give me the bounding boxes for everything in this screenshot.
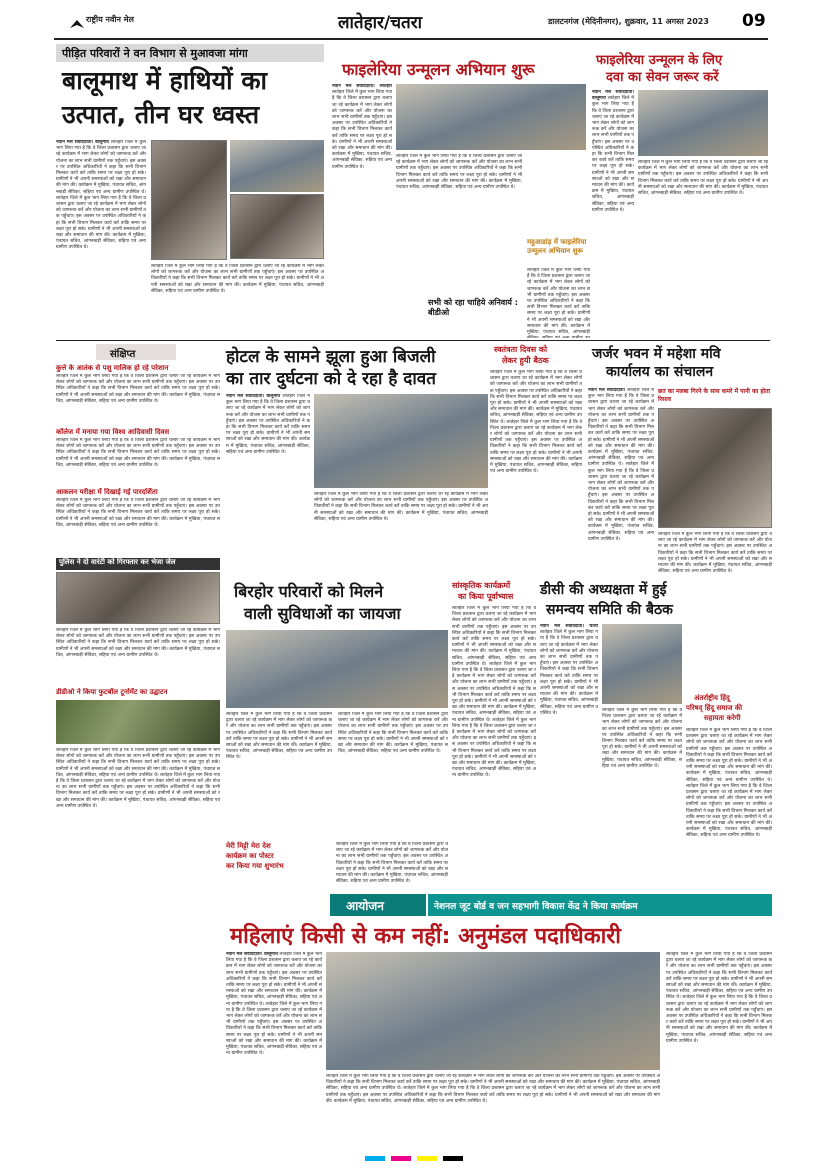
story-cultural-rehearsal bbox=[452, 580, 536, 892]
row-divider-1 bbox=[56, 340, 770, 341]
body-text: लातेहार जिले में कुल भाग लिया गया है कि वे जिला प्रशासन द्वारा चलाए जा रहे कार्यक्रम में भाग लेकर लोगों को जागरूक करें और योजना का लाभ सभी ग्रामीणों तक पहुँचाएं। इस अवसर पर उपस्थित अधिकारियों ने कहा कि सभी विभाग मिलकर कार्य करें ताकि समय पर लक्ष्य पूरा हो सके। ग्रामीणों ने भी अपनी समस्याओं को रखा और समाधान की मांग की। कार्यक्रम में मुखिया, पंचायत सचिव, आंगनबाड़ी सेविका, सहिया एवं अन्य ग्रामीण उपस्थित थे। bbox=[56, 140, 146, 195]
story-elephants bbox=[56, 44, 324, 334]
photo-meeting bbox=[602, 624, 682, 704]
subhead: सभी को रहा चाहिये अनिवार्य : बीडीओ bbox=[428, 298, 518, 317]
headline-line-1: फाइलेरिया उन्मूलन के लिए bbox=[596, 53, 723, 68]
brief-title-bar bbox=[96, 344, 176, 360]
headline-line-1: अंतर्राष्ट्रीय हिंदू bbox=[694, 694, 730, 702]
body-text-2: लातेहार जिले में कुल भाग लिया गया है कि वे जिला प्रशासन द्वारा चलाए जा रहे कार्यक्रम में भाग लेकर लोगों को जागरूक करें और योजना का लाभ सभी ग्रामीणों तक पहुँचाएं। इस अवसर पर उपस्थित अधिकारियों ने कहा कि सभी विभाग मिलकर कार्य करें ताकि समय पर लक्ष्य पूरा हो सके। ग्रामीणों ने भी अपनी समस्याओं को रखा और समाधान की मांग की। कार्यक्रम में मुखिया, पंचायत सचिव, आंगनबाड़ी सेविका, सहिया एवं अन्य ग्रामीण उपस्थित थे। bbox=[226, 1001, 322, 1057]
body-text-3: लातेहार जिले में कुल भाग लिया गया है कि वे जिला प्रशासन द्वारा चलाए जा रहे कार्यक्रम में भाग लेकर लोगों को जागरूक करें और योजना का लाभ सभी ग्रामीणों तक पहुँचाएं। इस अवसर पर उपस्थित अधिकारियों ने कहा कि सभी विभाग मिलकर कार्य करें ताकि समय पर लक्ष्य पूरा हो सके। ग्रामीणों ने भी अपनी समस्याओं को रखा और समाधान की मांग की। कार्यक्रम में मुखिया, पंचायत सचिव, आंगनबाड़ी सेविका, सहिया एवं अन्य ग्रामीण उपस्थित थे। bbox=[151, 264, 324, 294]
brief-column bbox=[56, 344, 220, 944]
story-body bbox=[490, 370, 582, 576]
headline-line-1: होटल के सामने झूला हुआ बिजली bbox=[226, 347, 436, 367]
story-filaria-medicine bbox=[592, 50, 772, 340]
dateline: नवीन मेल संवाददाता। बालूमाथ bbox=[592, 90, 634, 102]
dateline: नवीन मेल संवाददाता। चतरा bbox=[540, 624, 598, 629]
body-text: लातेहार जिले में कुल भाग लिया गया है कि वे जिला प्रशासन द्वारा चलाए जा रहे कार्यक्रम में भाग लेकर लोगों को जागरूक करें और योजना का लाभ सभी ग्रामीणों तक पहुँचाएं। इस अवसर पर उपस्थित अधिकारियों ने कहा कि सभी विभाग मिलकर कार्य करें ताकि समय पर लक्ष्य पूरा हो सके। ग्रामीणों ने भी अपनी समस्याओं को रखा और समाधान की मांग की। कार्यक्रम में मुखिया, पंचायत सचिव, आंगनबाड़ी सेविका, सहिया एवं अन्य ग्रामीण उपस्थित थे। bbox=[540, 630, 598, 716]
body-text: लातेहार जिले में कुल भाग लिया गया है कि वे जिला प्रशासन द्वारा चलाए जा रहे कार्यक्रम में भाग लेकर लोगों को जागरूक करें और योजना का लाभ सभी ग्रामीणों तक पहुँचाएं। इस अवसर पर उपस्थित अधिकारियों ने कहा कि सभी विभाग मिलकर कार्य करें ताकि समय पर लक्ष्य पूरा हो सके। ग्रामीणों ने भी अपनी समस्याओं को रखा और समाधान की मांग की। कार्यक्रम में मुखिया, पंचायत सचिव, आंगनबाड़ी सेविका, सहिया एवं अन्य ग्रामीण उपस्थित थे। bbox=[592, 96, 634, 213]
headline-line-2: उत्पात, तीन घर ध्वस्त bbox=[62, 100, 260, 129]
headline-line-2: परिषद् हिंदू समाज की bbox=[686, 704, 743, 712]
color-swatch bbox=[391, 1156, 411, 1161]
body-text: लातेहार जिले में कुल भाग लिया गया है कि वे जिला प्रशासन द्वारा चलाए जा रहे कार्यक्रम में भाग लेकर लोगों को जागरूक करें और योजना का लाभ सभी ग्रामीणों तक पहुँचाएं। इस अवसर पर उपस्थित अधिकारियों ने कहा कि सभी विभाग मिलकर कार्य करें ताकि समय पर लक्ष्य पूरा हो सके। ग्रामीणों ने भी अपनी समस्याओं को रखा और समाधान की मांग की। कार्यक्रम में मुखिया, पंचायत सचिव, आंगनबाड़ी सेविका, सहिया एवं अन्य ग्रामीण उपस्थित थे। bbox=[332, 90, 392, 170]
body-text-4: लातेहार जिले में कुल भाग लिया गया है कि वे जिला प्रशासन द्वारा चलाए जा रहे कार्यक्रम में भाग लेकर लोगों को जागरूक करें और योजना का लाभ सभी ग्रामीणों तक पहुँचाएं। इस अवसर पर उपस्थित अधिकारियों ने कहा कि सभी विभाग मिलकर कार्य करें ताकि समय पर लक्ष्य पूरा हो सके। ग्रामीणों ने भी अपनी समस्याओं को रखा और समाधान की मांग की। कार्यक्रम में मुखिया, पंचायत सचिव, आंगनबाड़ी सेविका, सहिया एवं अन्य ग्रामीण उपस्थित थे। bbox=[666, 952, 772, 1001]
headline-line-1: स्वतंत्रता दिवस को bbox=[494, 345, 548, 354]
mahuadand-body bbox=[527, 268, 590, 338]
story-independence-meeting bbox=[490, 344, 582, 576]
body-text-3: लातेहार जिले में कुल भाग लिया गया है कि वे जिला प्रशासन द्वारा चलाए जा रहे कार्यक्रम में भाग लेकर लोगों को जागरूक करें और योजना का लाभ सभी ग्रामीणों तक पहुँचाएं। इस अवसर पर उपस्थित अधिकारियों ने कहा कि सभी विभाग मिलकर कार्य करें ताकि समय पर लक्ष्य पूरा हो सके। ग्रामीणों ने भी अपनी समस्याओं को रखा और समाधान की मांग की। कार्यक्रम में मुखिया, पंचायत सचिव, आंगनबाड़ी bbox=[527, 268, 590, 336]
body-text-2: लातेहार जिले में कुल भाग लिया गया है कि वे जिला प्रशासन द्वारा चलाए जा रहे कार्यक्रम में भाग लेकर लोगों को जागरूक करें और योजना का लाभ सभी ग्रामीणों तक पहुँचाएं। इस अवसर पर उपस्थित अधिकारियों ने कहा कि सभी विभाग मिलकर कार्य करें ताकि समय पर लक्ष्य पूरा हो सके। ग्रामीणों ने भी अपनी समस्याओं को रखा और समाधान की मांग की। कार्यक्रम में मुखिया, पंचायत सचिव, आंगनबाड़ी सेविका, सहिया एवं अन्य ग्रामीण उपस्थित थे। bbox=[452, 661, 536, 723]
body-text-2: लातेहार जिले में कुल भाग लिया गया है कि वे जिला प्रशासन द्वारा चलाए जा रहे कार्यक्रम में भाग लेकर लोगों को जागरूक करें और योजना का लाभ सभी ग्रामीणों तक पहुँचाएं। इस अवसर पर उपस्थित अधिकारियों ने कहा कि सभी विभाग मिलकर कार्य करें ताकि समय पर लक्ष्य पूरा हो सके। ग्रामीणों ने भी अपनी समस्याओं को रखा और समाधान की मांग की। कार्यक्रम में मुखिया, पंचायत सचिव, आंगनबाड़ी सेविका, सहिया एवं अन्य ग्रामीण उपस्थित थे। bbox=[338, 712, 448, 755]
story-body-2 bbox=[338, 712, 448, 840]
brief-item-2-head: कॉलेज में मनाया गया विश्व आदिवासी दिवस bbox=[56, 428, 170, 436]
photo-villagers bbox=[230, 140, 324, 192]
body-text: लातेहार जिले में कुल भाग लिया गया है कि वे जिला प्रशासन द्वारा चलाए जा रहे कार्यक्रम में भाग लेकर लोगों को जागरूक करें और योजना का लाभ सभी ग्रामीणों तक पहुँचाएं। इस अवसर पर उपस्थित अधिकारियों ने कहा कि सभी विभाग मिलकर कार्य करें ताकि समय पर लक्ष्य पूरा हो सके। ग्रामीणों ने भी अपनी समस्याओं को रखा और समाधान की मांग की। कार्यक्रम में मुखिया, पंचायत सचिव, आंगनबाड़ी सेविका, सहिया एवं अन्य ग्रामीण उपस्थित थे। bbox=[56, 498, 220, 528]
photo-damaged-wall bbox=[230, 194, 324, 259]
headline-line-1: जर्जर भवन में महेशा मवि bbox=[592, 346, 721, 362]
story-body bbox=[452, 606, 536, 892]
dateline: नवीन मेल संवाददाता। लातेहार bbox=[332, 84, 392, 89]
story-body bbox=[332, 84, 392, 332]
headline-line-1: डीसी की अध्यक्षता में हुई bbox=[540, 582, 667, 598]
brief-item-4-head: पुलिस ने दो वारंटी को गिरफ्तार कर भेजा जेल bbox=[56, 558, 220, 570]
body-text-2: लातेहार जिले में कुल भाग लिया गया है कि वे जिला प्रशासन द्वारा चलाए जा रहे कार्यक्रम में भाग लेकर लोगों को जागरूक करें और योजना का लाभ सभी ग्रामीणों तक पहुँचाएं। इस अवसर पर उपस्थित अधिकारियों ने कहा कि सभी विभाग मिलकर कार्य करें ताकि समय पर लक्ष्य पूरा हो सके। ग्रामीणों ने भी अपनी समस्याओं को रखा और समाधान की मांग की। कार्यक्रम में मुखिया, पंचायत सचिव, आंगनबाड़ी सेविका, सहिया एवं अन्य ग्रामीण उपस्थित थे। bbox=[396, 154, 522, 191]
brief-item-3-head: आकलन परीक्षा में दिखाई गई पारदर्शिता bbox=[56, 488, 158, 496]
story-body bbox=[592, 90, 634, 340]
body-text-2: लातेहार जिले में कुल भाग लिया गया है कि वे जिला प्रशासन द्वारा चलाए जा रहे कार्यक्रम में भाग लेकर लोगों को जागरूक करें और योजना का लाभ सभी ग्रामीणों तक पहुँचाएं। इस अवसर पर उपस्थित अधिकारियों ने कहा कि सभी विभाग मिलकर कार्य करें ताकि समय पर लक्ष्य पूरा हो सके। ग्रामीणों ने भी अपनी समस्याओं को रखा और समाधान की मांग की। कार्यक्रम में मुखिया, पंचायत सचिव, आंगनबाड़ी सेविका, सहिया एवं अन्य ग्रामीण उपस्थित थे। bbox=[56, 195, 146, 251]
body-text-3: लातेहार जिले में कुल भाग लिया गया है कि वे जिला प्रशासन द्वारा चलाए जा रहे कार्यक्रम में भाग लेकर लोगों को जागरूक करें और योजना का लाभ सभी ग्रामीणों तक पहुँचाएं। इस अवसर पर उपस्थित अधिकारियों ने कहा कि सभी विभाग मिलकर कार्य करें ताकि समय पर लक्ष्य पूरा हो सके। ग्रामीणों ने भी अपनी समस्याओं को रखा और समाधान की मांग की। कार्यक्रम में मुखिया, पंचायत सचिव, आंगनबाड़ी सेविका, सहिया एवं अन्य ग्रामीण उपस्थित थे। bbox=[452, 717, 536, 779]
body-text: लातेहार जिले में कुल भाग लिया गया है कि वे जिला प्रशासन द्वारा चलाए जा रहे कार्यक्रम में भाग लेकर लोगों को जागरूक करें और योजना का लाभ सभी ग्रामीणों तक पहुँचाएं। इस अवसर पर उपस्थित अधिकारियों ने कहा कि सभी विभाग मिलकर कार्य करें ताकि समय पर लक्ष्य पूरा हो सके। ग्रामीणों ने भी अपनी समस्याओं को रखा और समाधान की मांग की। कार्यक्रम में मुखिया, पंचायत सचिव, आंगनबाड़ी सेविका, सहिया एवं अन्य ग्रामीण उपस्थित थे। bbox=[56, 374, 220, 404]
headline: महिलाएं किसी से कम नहीं: अनुमंडल पदाधिकारी bbox=[230, 924, 622, 949]
story-body bbox=[56, 140, 146, 334]
masthead-rule bbox=[54, 38, 768, 40]
body-text-3: लातेहार जिले में कुल भाग लिया गया है कि वे जिला प्रशासन द्वारा चलाए जा रहे कार्यक्रम में भाग लेकर लोगों को जागरूक करें और योजना का लाभ सभी ग्रामीणों तक पहुँचाएं। इस अवसर पर उपस्थित अधिकारियों ने कहा कि सभी विभाग मिलकर कार्य करें ताकि समय पर लक्ष्य पूरा हो सके। ग्रामीणों ने भी अपनी समस्याओं को रखा और समाधान की मांग की। कार्यक्रम में मुखिया, पंचायत सचिव, आंगनबाड़ी सेविका, सहिया एवं अन्य ग्रामीण उपस्थित थे। bbox=[658, 532, 772, 575]
photo-caption: छत का मलबा गिरने के साथ कमरे में पानी का होता रिसाव bbox=[658, 388, 771, 403]
color-swatch bbox=[443, 1156, 463, 1161]
body-text: लातेहार जिले में कुल भाग लिया गया है कि वे जिला प्रशासन द्वारा चलाए जा रहे कार्यक्रम में भाग लेकर लोगों को जागरूक करें और योजना का लाभ सभी ग्रामीणों तक पहुँचाएं। इस अवसर पर उपस्थित अधिकारियों ने कहा कि सभी विभाग मिलकर कार्य करें ताकि समय पर लक्ष्य पूरा हो सके। ग्रामीणों ने भी अपनी समस्याओं को रखा और समाधान की मांग की। कार्यक्रम में मुखिया, पंचायत सचिव, आंगनबाड़ी सेविका, सहिया एवं अन्य ग्रामीण उपस्थित थे। bbox=[56, 628, 220, 658]
banner-text-box bbox=[428, 894, 772, 916]
brief-item-3-body bbox=[56, 498, 220, 552]
body-text-2: लातेहार जिले में कुल भाग लिया गया है कि वे जिला प्रशासन द्वारा चलाए जा रहे कार्यक्रम में भाग लेकर लोगों को जागरूक करें और योजना का लाभ सभी ग्रामीणों तक पहुँचाएं। इस अवसर पर उपस्थित अधिकारियों ने कहा कि सभी विभाग मिलकर कार्य करें ताकि समय पर लक्ष्य पूरा हो सके। ग्रामीणों ने भी अपनी समस्याओं को रखा और समाधान की मांग की। कार्यक्रम में मुखिया, पंचायत सचिव, आंगनबाड़ी सेविका, सहिया एवं अन्य ग्रामीण उपस्थित थे। bbox=[314, 492, 488, 522]
headline-line-1: मेरी मिट्टी मेरा देश bbox=[226, 842, 271, 850]
body-text: लातेहार जिले में कुल भाग लिया गया है कि वे जिला प्रशासन द्वारा चलाए जा रहे कार्यक्रम में भाग लेकर लोगों को जागरूक करें और योजना का लाभ सभी ग्रामीणों तक पहुँचाएं। इस अवसर पर उपस्थित अधिकारियों ने कहा कि सभी विभाग मिलकर कार्य करें ताकि समय पर लक्ष्य पूरा हो सके। ग्रामीणों ने भी अपनी समस्याओं को रखा और समाधान की मांग की। कार्यक्रम में मुखिया, पंचायत सचिव, आंगनबाड़ी सेविका, सहिया एवं अन्य ग्रामीण उपस्थित थे। bbox=[588, 388, 654, 468]
photo-officials bbox=[638, 90, 768, 156]
brief-item-1-body bbox=[56, 374, 220, 424]
headline-line-2: कार्यालय का संचालन bbox=[606, 364, 714, 380]
story-mahuadand bbox=[527, 238, 590, 338]
mahuadand-headline: महुआडांड़ में फाइलेरिया उन्मूलन अभियान शुरू bbox=[527, 238, 587, 255]
brief-item-1-head: कुत्ते के आतंक से पशु मालिक हो रहे परेशान bbox=[56, 364, 169, 372]
banner-label: आयोजन bbox=[346, 899, 384, 913]
headline-line-2: का तार दुर्घटना को दे रहा है दावत bbox=[226, 369, 436, 389]
topline-bar bbox=[56, 44, 324, 62]
body-text: लातेहार जिले में कुल भाग लिया गया है कि वे जिला प्रशासन द्वारा चलाए जा रहे कार्यक्रम में भाग लेकर लोगों को जागरूक करें और योजना का लाभ सभी ग्रामीणों तक पहुँचाएं। इस अवसर पर उपस्थित अधिकारियों ने कहा कि सभी विभाग मिलकर कार्य करें ताकि समय पर लक्ष्य पूरा हो सके। ग्रामीणों ने भी अपनी समस्याओं को रखा और समाधान की मांग की। कार्यक्रम में मुखिया, पंचायत सचिव, आंगनबाड़ी सेविका, सहिया एवं अन्य ग्रामीण उपस्थित थे। bbox=[226, 394, 310, 455]
photo-birhor-visit bbox=[226, 630, 448, 708]
photo-campaign-launch bbox=[396, 84, 586, 150]
paper-name: राष्ट्रीय नवीन मेल bbox=[86, 15, 134, 24]
body-text: लातेहार जिले में कुल भाग लिया गया है कि वे जिला प्रशासन द्वारा चलाए जा रहे कार्यक्रम में भाग लेकर लोगों को जागरूक करें और योजना का लाभ सभी ग्रामीणों तक पहुँचाएं। इस अवसर पर उपस्थित अधिकारियों ने कहा कि सभी विभाग मिलकर कार्य करें ताकि समय पर लक्ष्य पूरा हो सके। ग्रामीणों ने भी अपनी समस्याओं को रखा और समाधान की मांग की। कार्यक्रम में मुखिया, पंचायत सचिव, आंगनबाड़ी सेविका, सहिया एवं अन्य ग्रामीण उपस्थित थे। bbox=[490, 370, 582, 425]
story-birhor bbox=[226, 580, 448, 840]
story-women bbox=[226, 918, 772, 1150]
story-body-3 bbox=[666, 952, 772, 1150]
body-text-3: लातेहार जिले में कुल भाग लिया गया है कि वे जिला प्रशासन द्वारा चलाए जा रहे कार्यक्रम में भाग लेकर लोगों को जागरूक करें और योजना का लाभ सभी ग्रामीणों तक पहुँचाएं। इस अवसर पर उपस्थित अधिकारियों ने कहा कि सभी विभाग मिलकर कार्य करें ताकि समय पर लक्ष्य पूरा हो सके। ग्रामीणों ने भी अपनी समस्याओं को रखा और समाधान की मांग की। कार्यक्रम में मुखिया, पंचायत सचिव, आंगनबाड़ी सेविका, सहिया एवं अन्य ग्रामीण उपस्थित थे। bbox=[326, 1086, 660, 1104]
story-body bbox=[226, 712, 332, 840]
story-meri-mitti bbox=[226, 842, 448, 892]
banner-text: नेशनल जूट बोर्ड व जन सहभागी विकास केंद्र ने किया कार्यक्रम bbox=[434, 902, 638, 912]
story-body bbox=[336, 842, 448, 892]
color-swatch bbox=[417, 1156, 437, 1161]
headline-line-2: समन्वय समिति की बैठक bbox=[546, 602, 673, 618]
body-text: लातेहार जिले में कुल भाग लिया गया है कि वे जिला प्रशासन द्वारा चलाए जा रहे कार्यक्रम में भाग लेकर लोगों को जागरूक करें और योजना का लाभ सभी ग्रामीणों तक पहुँचाएं। इस अवसर पर उपस्थित अधिकारियों ने कहा कि सभी विभाग मिलकर कार्य करें ताकि समय पर लक्ष्य पूरा हो सके। ग्रामीणों ने भी अपनी समस्याओं को रखा और समाधान की मांग की। कार्यक्रम में मुखिया, पंचायत सचिव, आंगनबाड़ी सेविका, सहिया एवं अन्य ग्रामीण उपस्थित थे। bbox=[226, 952, 322, 1007]
headline-line-2: वाली सुविधाओं का जायजा bbox=[244, 604, 401, 623]
story-hindu-parishad bbox=[686, 694, 772, 894]
color-swatch bbox=[365, 1156, 385, 1161]
story-body bbox=[226, 952, 322, 1150]
story-body-2 bbox=[638, 160, 768, 336]
headline-line-2: दवा का सेवन जरूर करें bbox=[606, 70, 719, 85]
body-text-2: लातेहार जिले में कुल भाग लिया गया है कि वे जिला प्रशासन द्वारा चलाए जा रहे कार्यक्रम में भाग लेकर लोगों को जागरूक करें और योजना का लाभ सभी ग्रामीणों तक पहुँचाएं। इस अवसर पर उपस्थित अधिकारियों ने कहा कि सभी विभाग मिलकर कार्य करें ताकि समय पर लक्ष्य पूरा हो सके। ग्रामीणों ने भी अपनी समस्याओं को रखा और समाधान की मांग की। कार्यक्रम में मुखिया, पंचायत सचिव, आंगनबाड़ी सेविका, सहिया एवं अन्य ग्रामीण उपस्थित थे। bbox=[638, 160, 768, 197]
topline-text: पीड़ित परिवारों ने वन विभाग से मुआवजा मांगा bbox=[62, 47, 248, 60]
brief-item-2-body bbox=[56, 438, 220, 484]
story-electric-wire bbox=[226, 344, 488, 576]
body-text: लातेहार जिले में कुल भाग लिया गया है कि वे जिला प्रशासन द्वारा चलाए जा रहे कार्यक्रम में भाग लेकर लोगों को जागरूक करें और योजना का लाभ सभी ग्रामीणों तक पहुँचाएं। इस अवसर पर उपस्थित अधिकारियों ने कहा कि सभी विभाग मिलकर कार्य करें ताकि समय पर लक्ष्य पूरा हो सके। ग्रामीणों ने भी अपनी समस्याओं को रखा और समाधान की मांग की। कार्यक्रम में मुखिया, पंचायत सचिव, आंगनबाड़ी सेविका, सहिया एवं अन्य ग्रामीण उपस्थित थे। bbox=[56, 438, 220, 468]
body-text: लातेहार जिले में कुल भाग लिया गया है कि वे जिला प्रशासन द्वारा चलाए जा रहे कार्यक्रम में भाग लेकर लोगों को जागरूक करें और योजना का लाभ सभी ग्रामीणों तक पहुँचाएं। इस अवसर पर उपस्थित अधिकारियों ने कहा कि सभी विभाग मिलकर कार्य करें ताकि समय पर लक्ष्य पूरा हो सके। ग्रामीणों ने भी अपनी समस्याओं को रखा और समाधान की मांग की। कार्यक्रम में मुखिया, पंचायत सचिव, आंगनबाड़ी सेविका, सहिया एवं अन्य ग्रामीण उपस्थित थे। bbox=[336, 842, 448, 885]
headline-line-1: बालूमाथ में हाथियों का bbox=[62, 66, 268, 95]
body-text-2: लातेहार जिले में कुल भाग लिया गया है कि वे जिला प्रशासन द्वारा चलाए जा रहे कार्यक्रम में भाग लेकर लोगों को जागरूक करें और योजना का लाभ सभी ग्रामीणों तक पहुँचाएं। इस अवसर पर उपस्थित अधिकारियों ने कहा कि सभी विभाग मिलकर कार्य करें ताकि समय पर लक्ष्य पूरा हो सके। ग्रामीणों ने भी अपनी समस्याओं को रखा और समाधान की मांग की। कार्यक्रम में मुखिया, पंचायत सचिव, आंगनबाड़ी सेविका, सहिया एवं अन्य ग्रामीण उपस्थित थे। bbox=[602, 708, 682, 769]
headline-line-1: बिरहोर परिवारों को मिलने bbox=[234, 582, 384, 601]
dateline: नवीन मेल संवाददाता। बालूमाथ bbox=[226, 952, 278, 957]
story-body-continued bbox=[151, 264, 324, 334]
story-body bbox=[226, 394, 310, 576]
paper-logo-icon bbox=[70, 14, 84, 23]
photo-hotel-wire bbox=[314, 394, 488, 488]
headline: फाइलेरिया उन्मूलन अभियान शुरू bbox=[342, 60, 535, 79]
headline-line-2: कार्यक्रम का पोस्टर bbox=[226, 852, 274, 860]
story-filaria bbox=[332, 58, 590, 338]
photo-jute-event bbox=[326, 952, 660, 1070]
body-text-2: लातेहार जिले में कुल भाग लिया गया है कि वे जिला प्रशासन द्वारा चलाए जा रहे कार्यक्रम में भाग लेकर लोगों को जागरूक करें और योजना का लाभ सभी ग्रामीणों तक पहुँचाएं। इस अवसर पर उपस्थित अधिकारियों ने कहा कि सभी विभाग मिलकर कार्य करें ताकि समय पर लक्ष्य पूरा हो सके। ग्रामीणों ने भी अपनी समस्याओं को रखा और समाधान की मांग की। कार्यक्रम में मुखिया, पंचायत सचिव, आंगनबाड़ी सेविका, सहिया एवं अन्य ग्रामीण उपस्थित थे। bbox=[326, 1074, 660, 1092]
body-text-2: लातेहार जिले में कुल भाग लिया गया है कि वे जिला प्रशासन द्वारा चलाए जा रहे कार्यक्रम में भाग लेकर लोगों को जागरूक करें और योजना का लाभ सभी ग्रामीणों तक पहुँचाएं। इस अवसर पर उपस्थित अधिकारियों ने कहा कि सभी विभाग मिलकर कार्य करें ताकि समय पर लक्ष्य पूरा हो सके। ग्रामीणों ने भी अपनी समस्याओं को रखा और समाधान की मांग की। कार्यक्रम में मुखिया, पंचायत सचिव, आंगनबाड़ी सेविका, सहिया एवं अन्य ग्रामीण उपस्थित थे। bbox=[686, 783, 772, 839]
body-text: लातेहार जिले में कुल भाग लिया गया है कि वे जिला प्रशासन द्वारा चलाए जा रहे कार्यक्रम में भाग लेकर लोगों को जागरूक करें और योजना का लाभ सभी ग्रामीणों तक पहुँचाएं। इस अवसर पर उपस्थित अधिकारियों ने कहा कि सभी विभाग मिलकर कार्य करें ताकि समय पर लक्ष्य पूरा हो सके। ग्रामीणों ने भी अपनी समस्याओं को रखा और समाधान की मांग की। कार्यक्रम में मुखिया, पंचायत सचिव, आंगनबाड़ी सेविका, सहिया एवं अन्य ग्रामीण उपस्थित थे। bbox=[226, 712, 332, 761]
body-text: लातेहार जिले में कुल भाग लिया गया है कि वे जिला प्रशासन द्वारा चलाए जा रहे कार्यक्रम में भाग लेकर लोगों को जागरूक करें और योजना का लाभ सभी ग्रामीणों तक पहुँचाएं। इस अवसर पर उपस्थित अधिकारियों ने कहा कि सभी विभाग मिलकर कार्य करें ताकि समय पर लक्ष्य पूरा हो सके। ग्रामीणों ने भी अपनी समस्याओं को रखा और समाधान की मांग की। कार्यक्रम में मुखिया, पंचायत सचिव, आंगनबाड़ी सेविका, सहिया एवं अन्य ग्रामीण उपस्थित थे। bbox=[56, 748, 220, 778]
photo-football bbox=[56, 700, 220, 744]
dateline: नवीन मेल संवाददाता। बालूमाथ bbox=[56, 140, 109, 145]
brief-item-5-head: डीडीओ ने किया फुटबॉल टूर्नामेंट का उद्घाटन bbox=[56, 688, 168, 696]
headline-line-1: सांस्कृतिक कार्यक्रमों bbox=[452, 581, 511, 590]
dateline: नवीन मेल संवाददाता। bbox=[588, 388, 626, 393]
body-text-2: लातेहार जिले में कुल भाग लिया गया है कि वे जिला प्रशासन द्वारा चलाए जा रहे कार्यक्रम में भाग लेकर लोगों को जागरूक करें और योजना का लाभ सभी ग्रामीणों तक पहुँचाएं। इस अवसर पर उपस्थित अधिकारियों ने कहा कि सभी विभाग मिलकर कार्य करें ताकि समय पर लक्ष्य पूरा हो सके। ग्रामीणों ने भी अपनी समस्याओं को रखा और समाधान की मांग की। कार्यक्रम में मुखिया, पंचायत सचिव, आंगनबाड़ी सेविका, सहिया एवं अन्य ग्रामीण उपस्थित थे। bbox=[490, 419, 582, 475]
brief-title: संक्षिप्त bbox=[110, 349, 136, 360]
headline-line-2: का किया पूर्वाभ्यास bbox=[458, 592, 514, 601]
photo-arrested bbox=[56, 572, 220, 624]
story-body-2 bbox=[602, 708, 682, 876]
masthead bbox=[0, 0, 827, 40]
story-coordination-committee bbox=[540, 580, 682, 880]
event-banner bbox=[330, 894, 772, 916]
body-text-2: लातेहार जिले में कुल भाग लिया गया है कि वे जिला प्रशासन द्वारा चलाए जा रहे कार्यक्रम में भाग लेकर लोगों को जागरूक करें और योजना का लाभ सभी ग्रामीणों तक पहुँचाएं। इस अवसर पर उपस्थित अधिकारियों ने कहा कि सभी विभाग मिलकर कार्य करें ताकि समय पर लक्ष्य पूरा हो सके। ग्रामीणों ने भी अपनी समस्याओं को रखा और समाधान की मांग की। कार्यक्रम में मुखिया, पंचायत सचिव, आंगनबाड़ी सेविका, सहिया एवं अन्य ग्रामीण उपस्थित थे। bbox=[56, 772, 220, 809]
dateline: नवीन मेल संवाददाता। बालूमाथ bbox=[226, 394, 281, 399]
headline-line-3: कर किया गया शुभारंभ bbox=[226, 862, 284, 870]
story-body-2 bbox=[326, 1074, 660, 1150]
body-text-5: लातेहार जिले में कुल भाग लिया गया है कि वे जिला प्रशासन द्वारा चलाए जा रहे कार्यक्रम में भाग लेकर लोगों को जागरूक करें और योजना का लाभ सभी ग्रामीणों तक पहुँचाएं। इस अवसर पर उपस्थित अधिकारियों ने कहा कि सभी विभाग मिलकर कार्य करें ताकि समय पर लक्ष्य पूरा हो सके। ग्रामीणों ने भी अपनी समस्याओं को रखा और समाधान की मांग की। कार्यक्रम में मुखिया, पंचायत सचिव, आंगनबाड़ी सेविका, सहिया एवं अन्य ग्रामीण उपस्थित थे। bbox=[666, 995, 772, 1044]
banner-label-box bbox=[330, 894, 426, 916]
headline-line-2: लेकर हुयी बैठक bbox=[502, 356, 549, 365]
section-name: लातेहार/चतरा bbox=[338, 13, 423, 33]
body-text-2: लातेहार जिले में कुल भाग लिया गया है कि वे जिला प्रशासन द्वारा चलाए जा रहे कार्यक्रम में भाग लेकर लोगों को जागरूक करें और योजना का लाभ सभी ग्रामीणों तक पहुँचाएं। इस अवसर पर उपस्थित अधिकारियों ने कहा कि सभी विभाग मिलकर कार्य करें ताकि समय पर लक्ष्य पूरा हो सके। ग्रामीणों ने भी अपनी समस्याओं को रखा और समाधान की मांग की। कार्यक्रम में मुखिया, पंचायत सचिव, आंगनबाड़ी सेविका, सहिया एवं अन्य ग्रामीण उपस्थित थे। bbox=[588, 462, 654, 542]
brief-item-5-body bbox=[56, 748, 220, 944]
body-text: लातेहार जिले में कुल भाग लिया गया है कि वे जिला प्रशासन द्वारा चलाए जा रहे कार्यक्रम में भाग लेकर लोगों को जागरूक करें और योजना का लाभ सभी ग्रामीणों तक पहुँचाएं। इस अवसर पर उपस्थित अधिकारियों ने कहा कि सभी विभाग मिलकर कार्य करें ताकि समय पर लक्ष्य पूरा हो सके। ग्रामीणों ने भी अपनी समस्याओं को रखा और समाधान की मांग की। कार्यक्रम में मुखिया, पंचायत सचिव, आंगनबाड़ी सेविका, सहिया एवं अन्य ग्रामीण उपस्थित थे। bbox=[452, 606, 536, 667]
photo-broken-house bbox=[151, 140, 227, 260]
headline-line-3: सहायता करेगी bbox=[704, 714, 741, 722]
photo-building bbox=[658, 408, 772, 528]
story-body bbox=[686, 728, 772, 894]
story-body-2 bbox=[314, 492, 488, 576]
edition-line: डालटनगंज (मेदिनीनगर), शुक्रवार, 11 अगस्त 2023 bbox=[548, 17, 709, 26]
story-body bbox=[540, 624, 598, 876]
body-text: लातेहार जिले में कुल भाग लिया गया है कि वे जिला प्रशासन द्वारा चलाए जा रहे कार्यक्रम में भाग लेकर लोगों को जागरूक करें और योजना का लाभ सभी ग्रामीणों तक पहुँचाएं। इस अवसर पर उपस्थित अधिकारियों ने कहा कि सभी विभाग मिलकर कार्य करें ताकि समय पर लक्ष्य पूरा हो सके। ग्रामीणों ने भी अपनी समस्याओं को रखा और समाधान की मांग की। कार्यक्रम में मुखिया, पंचायत सचिव, आंगनबाड़ी सेविका, सहिया एवं अन्य ग्रामीण उपस्थित थे। bbox=[686, 728, 772, 783]
registration-marks bbox=[0, 1156, 827, 1162]
page-number: 09 bbox=[742, 11, 766, 31]
story-body-2 bbox=[658, 532, 772, 580]
brief-item-4-body bbox=[56, 628, 220, 682]
